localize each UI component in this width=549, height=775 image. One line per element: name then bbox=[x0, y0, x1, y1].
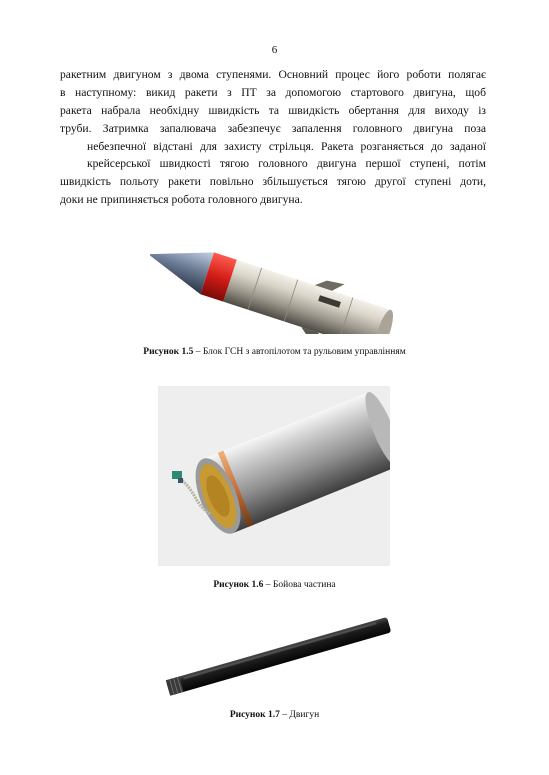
paragraph-line: доки не припиняється робота головного двигуна. bbox=[60, 193, 303, 207]
caption-dash: – bbox=[279, 710, 290, 720]
paragraph-line: ракета набрала необхідну швидкість та швидкість обертання для виходу із bbox=[60, 103, 486, 117]
page-number: 6 bbox=[271, 44, 278, 56]
paragraph-line: крейсерської швидкості тягою головного двигуна першої ступені, потім bbox=[87, 157, 486, 171]
seeker-autopilot-block-photo bbox=[150, 204, 420, 334]
figure-caption bbox=[0, 347, 549, 357]
figure-label: Рисунок 1.7 bbox=[229, 710, 280, 720]
figure-caption bbox=[0, 580, 549, 590]
figure-label: Рисунок 1.6 bbox=[213, 580, 264, 590]
caption-dash: – bbox=[193, 347, 203, 357]
paragraph-line: труби. Затримка запалювача забезпечує запалення головного двигуна поза bbox=[60, 121, 486, 135]
paragraph-line: швидкість польоту ракети повільно збільшується тягою другої ступені доти, bbox=[60, 175, 486, 189]
paragraph-line: в наступному: викид ракети з ПТ за допомогою стартового двигуна, щоб bbox=[60, 85, 486, 99]
figure-label: Рисунок 1.5 bbox=[143, 347, 194, 357]
warhead-photo bbox=[158, 386, 390, 566]
caption-text: Бойова частина bbox=[272, 580, 336, 590]
caption-text: Двигун bbox=[289, 710, 320, 720]
caption-text: Блок ГСН з автопілотом та рульовим управлінням bbox=[202, 347, 406, 357]
paragraph-line: небезпечної відстані для захисту стрільця. Ракета розганяється до заданої bbox=[87, 139, 486, 153]
figure-caption bbox=[0, 710, 549, 720]
caption-dash: – bbox=[263, 580, 273, 590]
body-paragraph bbox=[60, 66, 486, 209]
motor-photo bbox=[156, 606, 396, 702]
paragraph-line: ракетним двигуном з двома ступенями. Основний процес його роботи полягає bbox=[60, 68, 486, 81]
